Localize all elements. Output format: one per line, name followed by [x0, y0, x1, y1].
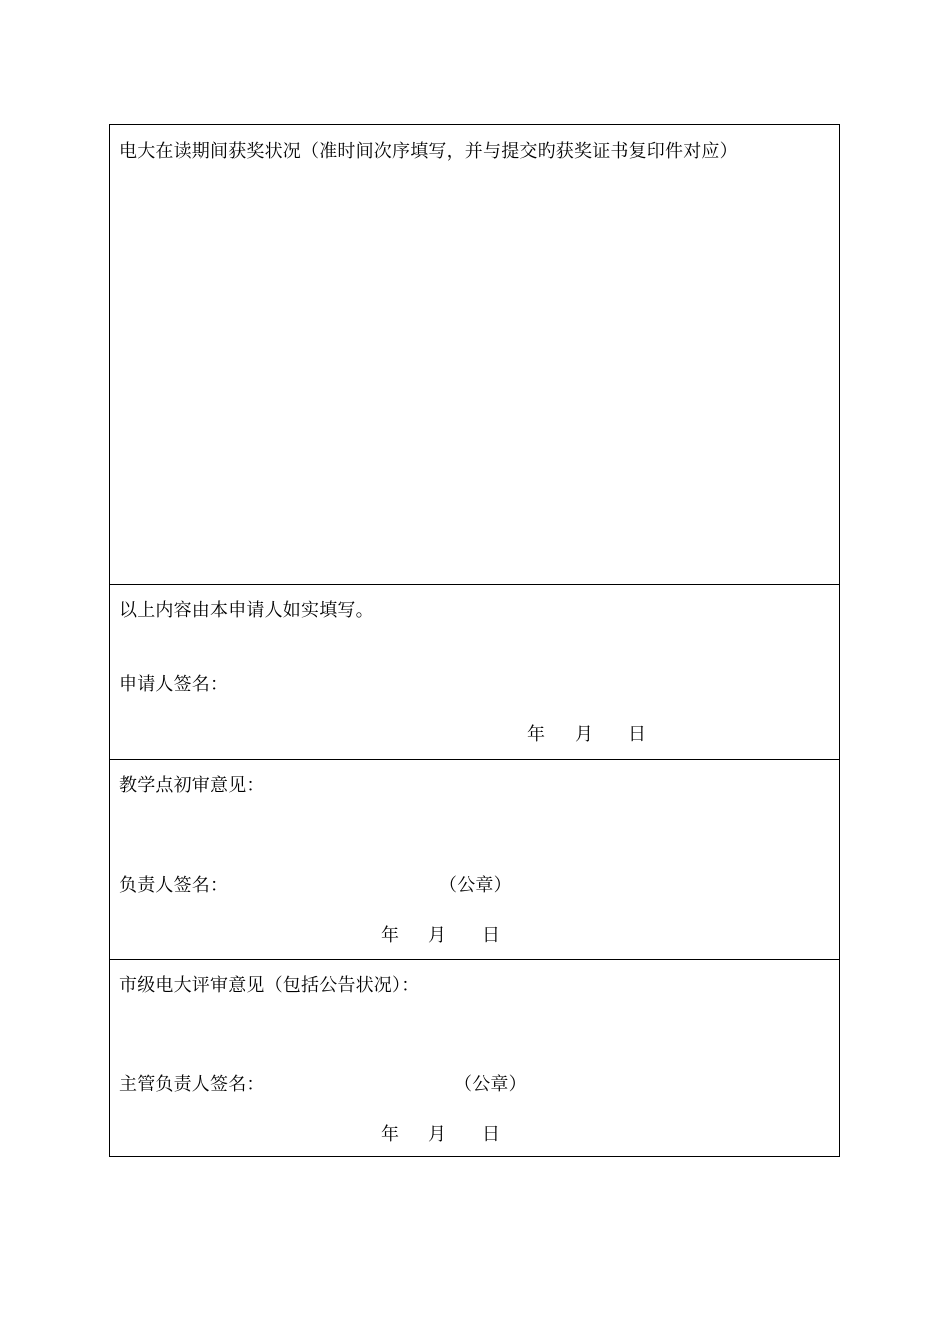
applicant-signature-label: 申请人签名： — [119, 674, 229, 695]
applicant-date-year: 年 — [527, 724, 545, 745]
teaching-point-seal: （公章） — [439, 875, 512, 896]
applicant-date-day: 日 — [628, 724, 646, 745]
city-review-seal: （公章） — [454, 1074, 527, 1095]
city-review-section — [110, 960, 839, 1156]
teaching-point-heading: 教学点初审意见： — [119, 775, 265, 796]
applicant-section — [110, 585, 839, 759]
teaching-point-date-year: 年 — [381, 925, 399, 946]
teaching-point-date-day: 日 — [482, 925, 500, 946]
city-review-date-month: 月 — [428, 1124, 446, 1145]
teaching-point-date-month: 月 — [428, 925, 446, 946]
city-review-date-day: 日 — [482, 1124, 500, 1145]
city-review-date-year: 年 — [381, 1124, 399, 1145]
city-review-signature-label: 主管负责人签名： — [119, 1074, 265, 1095]
city-review-heading: 市级电大评审意见（包括公告状况）： — [119, 975, 420, 996]
awards-heading: 电大在读期间获奖状况（准时间次序填写，并与提交旳获奖证书复印件对应） — [119, 141, 738, 162]
teaching-point-section — [110, 760, 839, 959]
awards-section — [110, 125, 839, 584]
applicant-statement: 以上内容由本申请人如实填写。 — [119, 600, 374, 621]
teaching-point-signature-label: 负责人签名： — [119, 875, 229, 896]
application-form-table — [109, 124, 840, 1157]
applicant-date-month: 月 — [575, 724, 593, 745]
